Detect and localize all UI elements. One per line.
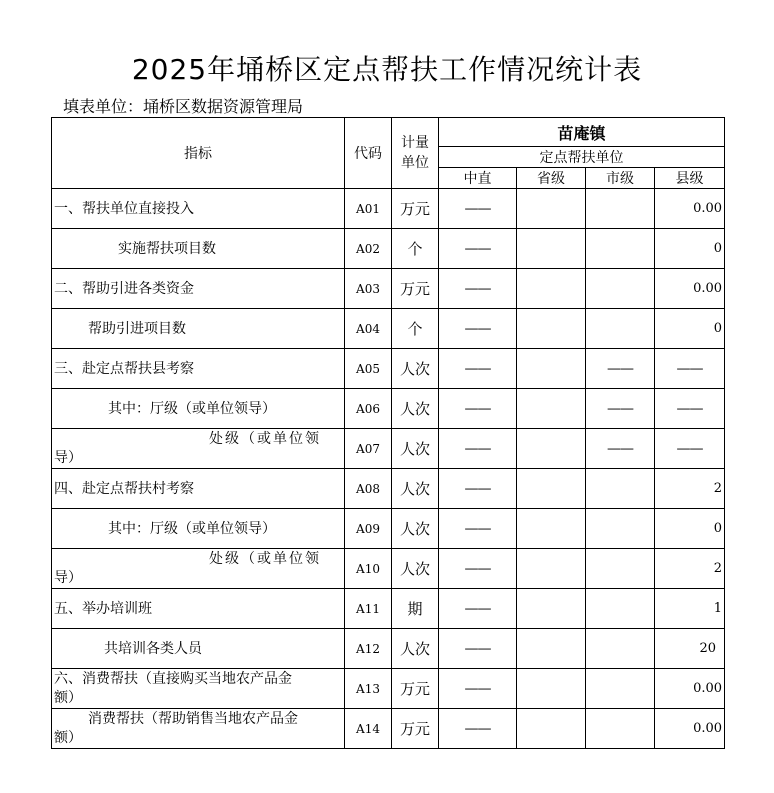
row-unit: 人次 bbox=[392, 389, 439, 429]
cell-county: 0.00 bbox=[655, 189, 725, 229]
row-code: A11 bbox=[345, 589, 392, 629]
cell-city bbox=[586, 709, 655, 749]
cell-central: —— bbox=[439, 669, 517, 709]
row-indicator: 三、赴定点帮扶县考察 bbox=[52, 349, 345, 389]
row-code: A05 bbox=[345, 349, 392, 389]
cell-province bbox=[517, 709, 586, 749]
row-indicator bbox=[52, 669, 345, 709]
cell-central: —— bbox=[439, 549, 517, 589]
row-indicator: 四、赴定点帮扶村考察 bbox=[52, 469, 345, 509]
cell-county: 0 bbox=[655, 309, 725, 349]
row-code: A10 bbox=[345, 549, 392, 589]
reporting-unit: 填表单位：埇桥区数据资源管理局 bbox=[63, 97, 304, 116]
row-unit: 万元 bbox=[392, 669, 439, 709]
cell-province bbox=[517, 469, 586, 509]
cell-central: —— bbox=[439, 389, 517, 429]
cell-central: —— bbox=[439, 189, 517, 229]
row-code: A03 bbox=[345, 269, 392, 309]
cell-city: —— bbox=[586, 429, 655, 469]
table-row bbox=[52, 549, 725, 589]
row-indicator: 共培训各类人员 bbox=[52, 629, 345, 669]
col-province: 省级 bbox=[517, 168, 586, 189]
row-indicator: 一、帮扶单位直接投入 bbox=[52, 189, 345, 229]
cell-central: —— bbox=[439, 469, 517, 509]
cell-county: —— bbox=[655, 429, 725, 469]
row-code: A14 bbox=[345, 709, 392, 749]
row-indicator bbox=[52, 709, 345, 749]
row-indicator-line2: 额） bbox=[54, 729, 82, 746]
cell-central: —— bbox=[439, 589, 517, 629]
table-row bbox=[52, 589, 725, 629]
cell-province bbox=[517, 509, 586, 549]
table-row bbox=[52, 389, 725, 429]
table-row bbox=[52, 669, 725, 709]
cell-city bbox=[586, 669, 655, 709]
row-code: A13 bbox=[345, 669, 392, 709]
cell-province bbox=[517, 589, 586, 629]
town-header: 苗庵镇 bbox=[439, 118, 725, 147]
cell-city bbox=[586, 229, 655, 269]
measure-unit-header bbox=[392, 118, 439, 189]
table-row bbox=[52, 189, 725, 229]
row-code: A02 bbox=[345, 229, 392, 269]
cell-province bbox=[517, 229, 586, 269]
cell-county: 0.00 bbox=[655, 269, 725, 309]
cell-county: 0 bbox=[655, 509, 725, 549]
row-indicator-line2: 导） bbox=[54, 569, 82, 586]
table-row bbox=[52, 349, 725, 389]
cell-province bbox=[517, 429, 586, 469]
row-indicator-line1: 处级（或单位领 bbox=[209, 430, 321, 447]
row-indicator-line1: 消费帮扶（帮助销售当地农产品金 bbox=[88, 710, 298, 727]
cell-county: 1 bbox=[655, 589, 725, 629]
row-unit: 万元 bbox=[392, 709, 439, 749]
page-title: 2025年埇桥区定点帮扶工作情况统计表 bbox=[131, 53, 643, 86]
group-header: 定点帮扶单位 bbox=[439, 147, 725, 168]
cell-county: —— bbox=[655, 349, 725, 389]
row-code: A07 bbox=[345, 429, 392, 469]
statistics-table bbox=[51, 117, 725, 749]
cell-city bbox=[586, 469, 655, 509]
cell-city bbox=[586, 589, 655, 629]
cell-central: —— bbox=[439, 709, 517, 749]
row-code: A09 bbox=[345, 509, 392, 549]
cell-county: 20 bbox=[655, 629, 725, 669]
measure-unit-line1: 计量 bbox=[401, 135, 429, 151]
cell-county: 2 bbox=[655, 469, 725, 509]
row-code: A08 bbox=[345, 469, 392, 509]
row-indicator-line1: 处级（或单位领 bbox=[209, 550, 321, 567]
measure-unit-line2: 单位 bbox=[401, 155, 429, 171]
row-indicator-line2: 额） bbox=[54, 689, 82, 706]
cell-province bbox=[517, 309, 586, 349]
table-row bbox=[52, 629, 725, 669]
cell-province bbox=[517, 549, 586, 589]
row-indicator bbox=[52, 429, 345, 469]
row-unit: 期 bbox=[392, 589, 439, 629]
cell-central: —— bbox=[439, 269, 517, 309]
cell-central: —— bbox=[439, 349, 517, 389]
row-unit: 人次 bbox=[392, 509, 439, 549]
table-row bbox=[52, 309, 725, 349]
cell-central: —— bbox=[439, 309, 517, 349]
row-unit: 人次 bbox=[392, 549, 439, 589]
cell-central: —— bbox=[439, 429, 517, 469]
cell-county: 2 bbox=[655, 549, 725, 589]
row-indicator: 实施帮扶项目数 bbox=[52, 229, 345, 269]
cell-province bbox=[517, 349, 586, 389]
cell-county: —— bbox=[655, 389, 725, 429]
row-unit: 个 bbox=[392, 229, 439, 269]
row-indicator-line2: 导） bbox=[54, 449, 82, 466]
cell-city bbox=[586, 629, 655, 669]
row-code: A04 bbox=[345, 309, 392, 349]
row-indicator: 帮助引进项目数 bbox=[52, 309, 345, 349]
row-indicator: 二、帮助引进各类资金 bbox=[52, 269, 345, 309]
row-indicator: 其中：厅级（或单位领导） bbox=[52, 509, 345, 549]
row-indicator bbox=[52, 549, 345, 589]
col-city: 市级 bbox=[586, 168, 655, 189]
row-code: A12 bbox=[345, 629, 392, 669]
cell-county: 0 bbox=[655, 229, 725, 269]
table-row bbox=[52, 469, 725, 509]
cell-city: —— bbox=[586, 389, 655, 429]
row-unit: 人次 bbox=[392, 349, 439, 389]
cell-city: —— bbox=[586, 349, 655, 389]
table-row bbox=[52, 709, 725, 749]
table-row bbox=[52, 509, 725, 549]
row-unit: 人次 bbox=[392, 629, 439, 669]
table-row bbox=[52, 429, 725, 469]
cell-city bbox=[586, 509, 655, 549]
row-unit: 万元 bbox=[392, 269, 439, 309]
row-indicator: 其中：厅级（或单位领导） bbox=[52, 389, 345, 429]
cell-city bbox=[586, 189, 655, 229]
cell-county: 0.00 bbox=[655, 709, 725, 749]
cell-city bbox=[586, 549, 655, 589]
cell-county: 0.00 bbox=[655, 669, 725, 709]
table-row bbox=[52, 229, 725, 269]
row-unit: 个 bbox=[392, 309, 439, 349]
cell-province bbox=[517, 269, 586, 309]
row-unit: 人次 bbox=[392, 469, 439, 509]
table-row bbox=[52, 269, 725, 309]
row-unit: 万元 bbox=[392, 189, 439, 229]
cell-province bbox=[517, 629, 586, 669]
cell-province bbox=[517, 669, 586, 709]
col-county: 县级 bbox=[655, 168, 725, 189]
col-central: 中直 bbox=[439, 168, 517, 189]
cell-central: —— bbox=[439, 509, 517, 549]
cell-province bbox=[517, 189, 586, 229]
row-code: A06 bbox=[345, 389, 392, 429]
row-code: A01 bbox=[345, 189, 392, 229]
row-unit: 人次 bbox=[392, 429, 439, 469]
cell-city bbox=[586, 269, 655, 309]
cell-central: —— bbox=[439, 629, 517, 669]
row-indicator-line1: 六、消费帮扶（直接购买当地农产品金 bbox=[54, 670, 292, 687]
cell-central: —— bbox=[439, 229, 517, 269]
cell-city bbox=[586, 309, 655, 349]
cell-province bbox=[517, 389, 586, 429]
indicator-header: 指标 bbox=[52, 118, 345, 189]
row-indicator: 五、举办培训班 bbox=[52, 589, 345, 629]
code-header: 代码 bbox=[345, 118, 392, 189]
